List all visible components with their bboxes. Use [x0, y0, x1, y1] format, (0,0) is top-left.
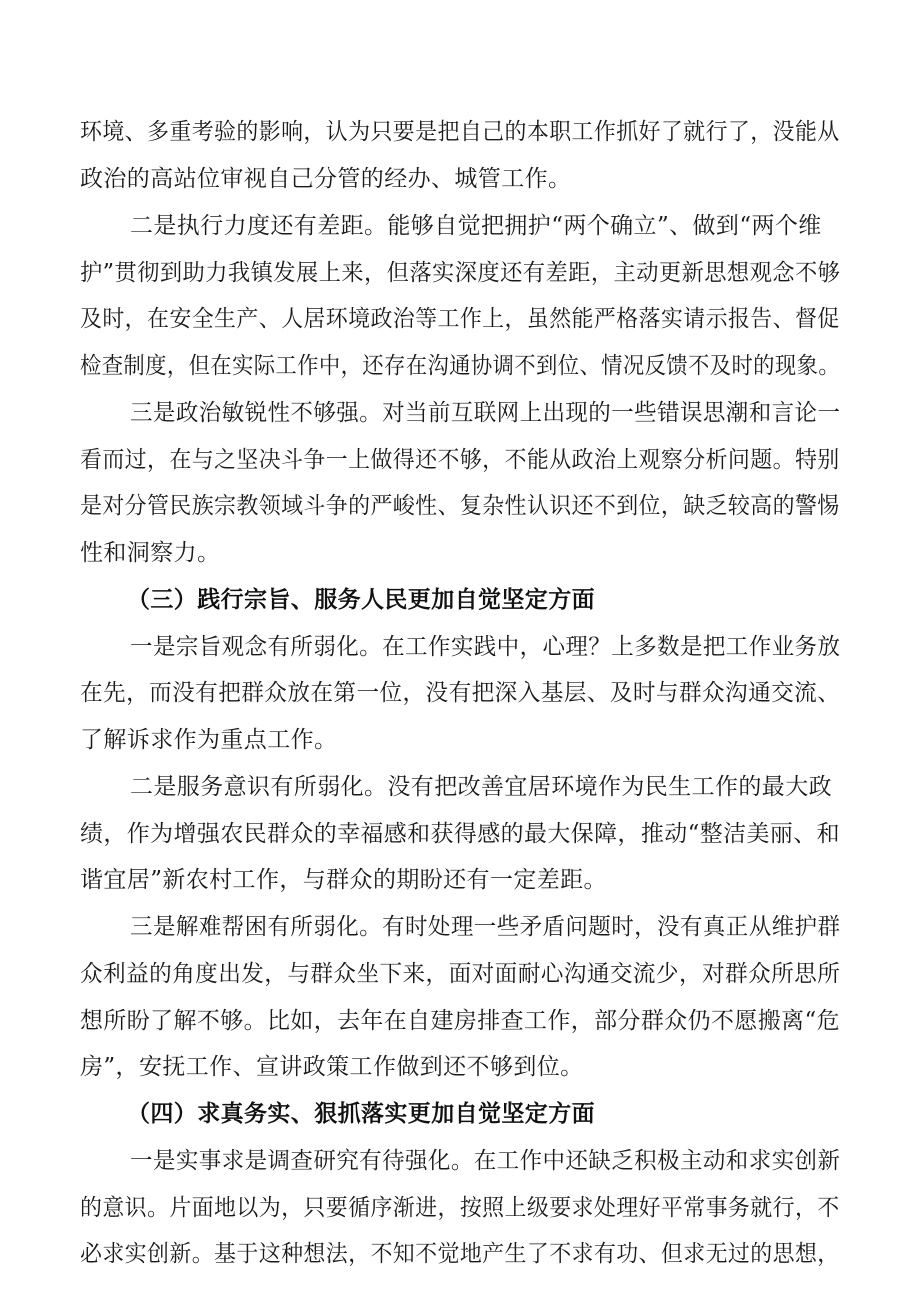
text-line: 及时，在安全生产、人居环境政治等工作上，虽然能严格落实请示报告、督促 [80, 306, 840, 332]
text-line: 是对分管民族宗教领域斗争的严峻性、复杂性认识还不到位，缺乏较高的警惕 [80, 493, 840, 519]
text-line: 绩，作为增强农民群众的幸福感和获得感的最大保障，推动“整洁美丽、和 [80, 821, 840, 847]
text-line: 检查制度，但在实际工作中，还存在沟通协调不到位、情况反馈不及时的现象。 [80, 353, 841, 379]
text-line: 性和洞察力。 [80, 540, 221, 566]
paragraph-first-line: 三是解难帮困有所弱化。有时处理一些矛盾问题时，没有真正从维护群 [130, 914, 841, 940]
text-line: 了解诉求作为重点工作。 [80, 727, 338, 753]
paragraph-first-line: 三是政治敏锐性不够强。对当前互联网上出现的一些错误思潮和言论一 [130, 400, 841, 426]
paragraph-first-line: 一是宗旨观念有所弱化。在工作实践中，心理？上多数是把工作业务放 [130, 634, 841, 660]
text-line: 的意识。片面地以为，只要循序渐进，按照上级要求处理好平常事务就行，不 [80, 1195, 840, 1221]
text-line: 看而过，在与之坚决斗争一上做得还不够，不能从政治上观察分析问题。特别 [80, 447, 840, 473]
text-line: 谐宜居”新农村工作，与群众的期盼还有一定差距。 [80, 867, 607, 893]
paragraph-first-line: 一是实事求是调查研究有待强化。在工作中还缺乏积极主动和求实创新 [130, 1148, 841, 1174]
text-line: 必求实创新。基于这种想法，不知不觉地产生了不求有功、但求无过的思想， [80, 1241, 840, 1267]
paragraph-first-line: 二是执行力度还有差距。能够自觉把拥护“两个确立”、做到“两个维 [130, 213, 822, 239]
section-heading: （三）践行宗旨、服务人民更加自觉坚定方面 [127, 587, 595, 613]
text-line: 在先，而没有把群众放在第一位，没有把深入基层、及时与群众沟通交流、 [80, 680, 841, 706]
text-line: 房”，安抚工作、宣讲政策工作做到还不够到位。 [80, 1054, 584, 1080]
text-line: 众利益的角度出发，与群众坐下来，面对面耐心沟通交流少，对群众所思所 [80, 961, 841, 987]
text-line: 环境、多重考验的影响，认为只要是把自己的本职工作抓好了就行了，没能从 [80, 119, 840, 145]
section-heading: （四）求真务实、狠抓落实更加自觉坚定方面 [127, 1101, 595, 1127]
paragraph-first-line: 二是服务意识有所弱化。没有把改善宜居环境作为民生工作的最大政 [130, 774, 832, 800]
text-line: 想所盼了解不够。比如，去年在自建房排查工作，部分群众仍不愿搬离“危 [80, 1008, 840, 1034]
text-line: 护”贯彻到助力我镇发展上来，但落实深度还有差距，主动更新思想观念不够 [80, 260, 841, 286]
text-line: 政治的高站位审视自己分管的经办、城管工作。 [80, 166, 572, 192]
